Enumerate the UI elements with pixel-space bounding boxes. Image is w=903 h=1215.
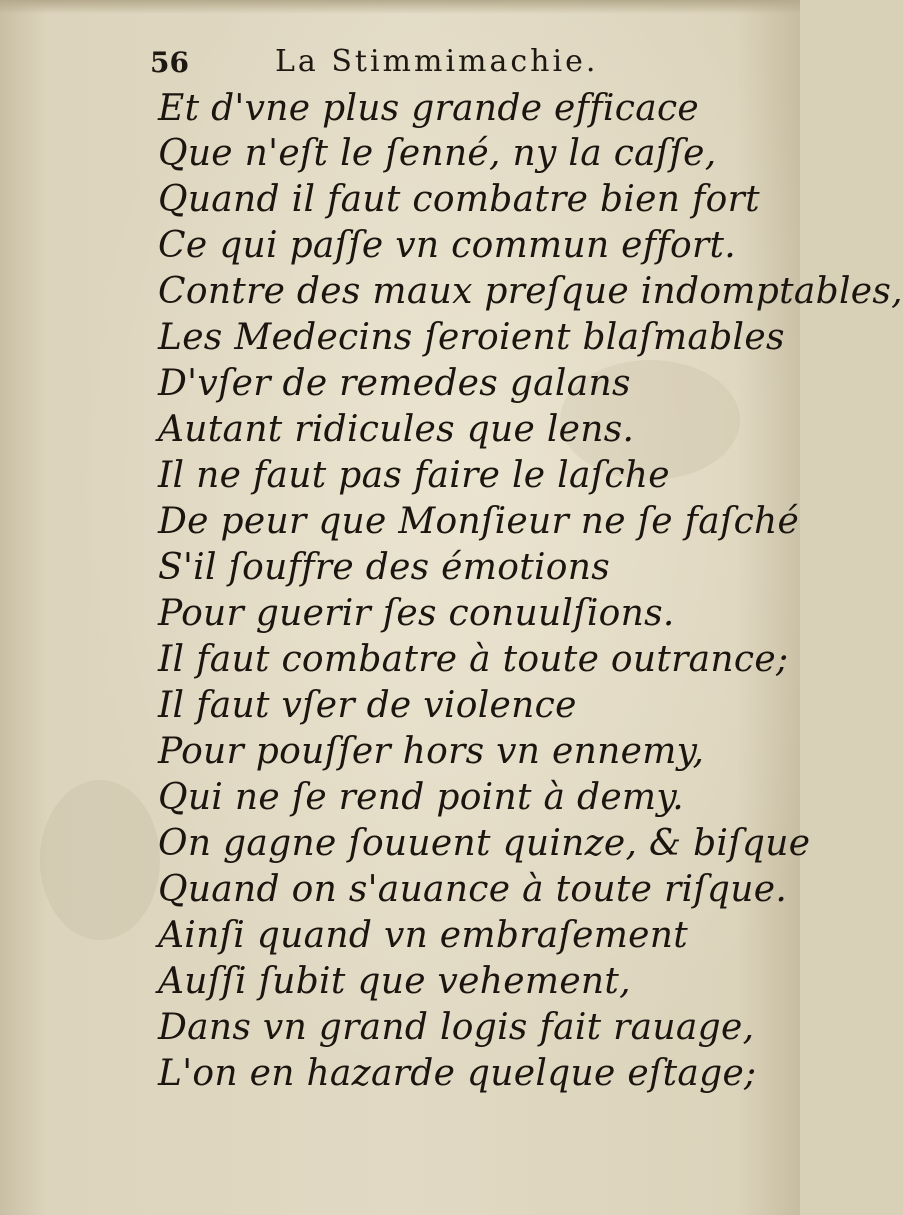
verse-line: Quand on s'auance à toute riſque.: [158, 869, 788, 910]
verse-line: D'vſer de remedes galans: [158, 363, 631, 404]
verse-line: Autant ridicules que lens.: [158, 409, 635, 450]
verse-line: Contre des maux preſque indomptables,: [158, 271, 903, 312]
verse-line: Qui ne ſe rend point à demy.: [158, 777, 684, 818]
verse-line: Dans vn grand logis fait rauage,: [158, 1007, 755, 1048]
verse-line: Pour pouſſer hors vn ennemy,: [158, 731, 705, 772]
verse-line: Ainſi quand vn embraſement: [158, 915, 688, 956]
page-number: 56: [150, 46, 189, 79]
page-edge-shadow: [0, 0, 800, 14]
paper-stain: [40, 780, 160, 940]
verse-line: Pour guerir ſes conuulſions.: [158, 593, 675, 634]
verse-line: Il faut vſer de violence: [158, 685, 577, 726]
verse-line: Il faut combatre à toute outrance;: [158, 639, 789, 680]
verse-line: Ce qui paſſe vn commun effort.: [158, 225, 737, 266]
verse-line: S'il ſouffre des émotions: [158, 547, 611, 588]
verse-line: De peur que Monſieur ne ſe faſché: [158, 501, 800, 542]
verse-line: Et d'vne plus grande efficace: [158, 88, 700, 129]
verse-line: Il ne faut pas faire le laſche: [158, 455, 670, 496]
running-title: La Stimmimachie.: [275, 44, 599, 79]
verse-line: L'on en hazarde quelque eſtage;: [158, 1053, 757, 1094]
verse-line: Les Medecins ſeroient blaſmables: [158, 317, 785, 358]
verse-line: On gagne ſouuent quinze, & biſque: [158, 823, 811, 864]
verse-line: Auſſi ſubit que vehement,: [158, 961, 631, 1002]
verse-line: Que n'eſt le ſenné, ny la caſſe,: [158, 133, 717, 174]
verse-line: Quand il faut combatre bien fort: [158, 179, 760, 220]
running-head: [0, 44, 800, 84]
